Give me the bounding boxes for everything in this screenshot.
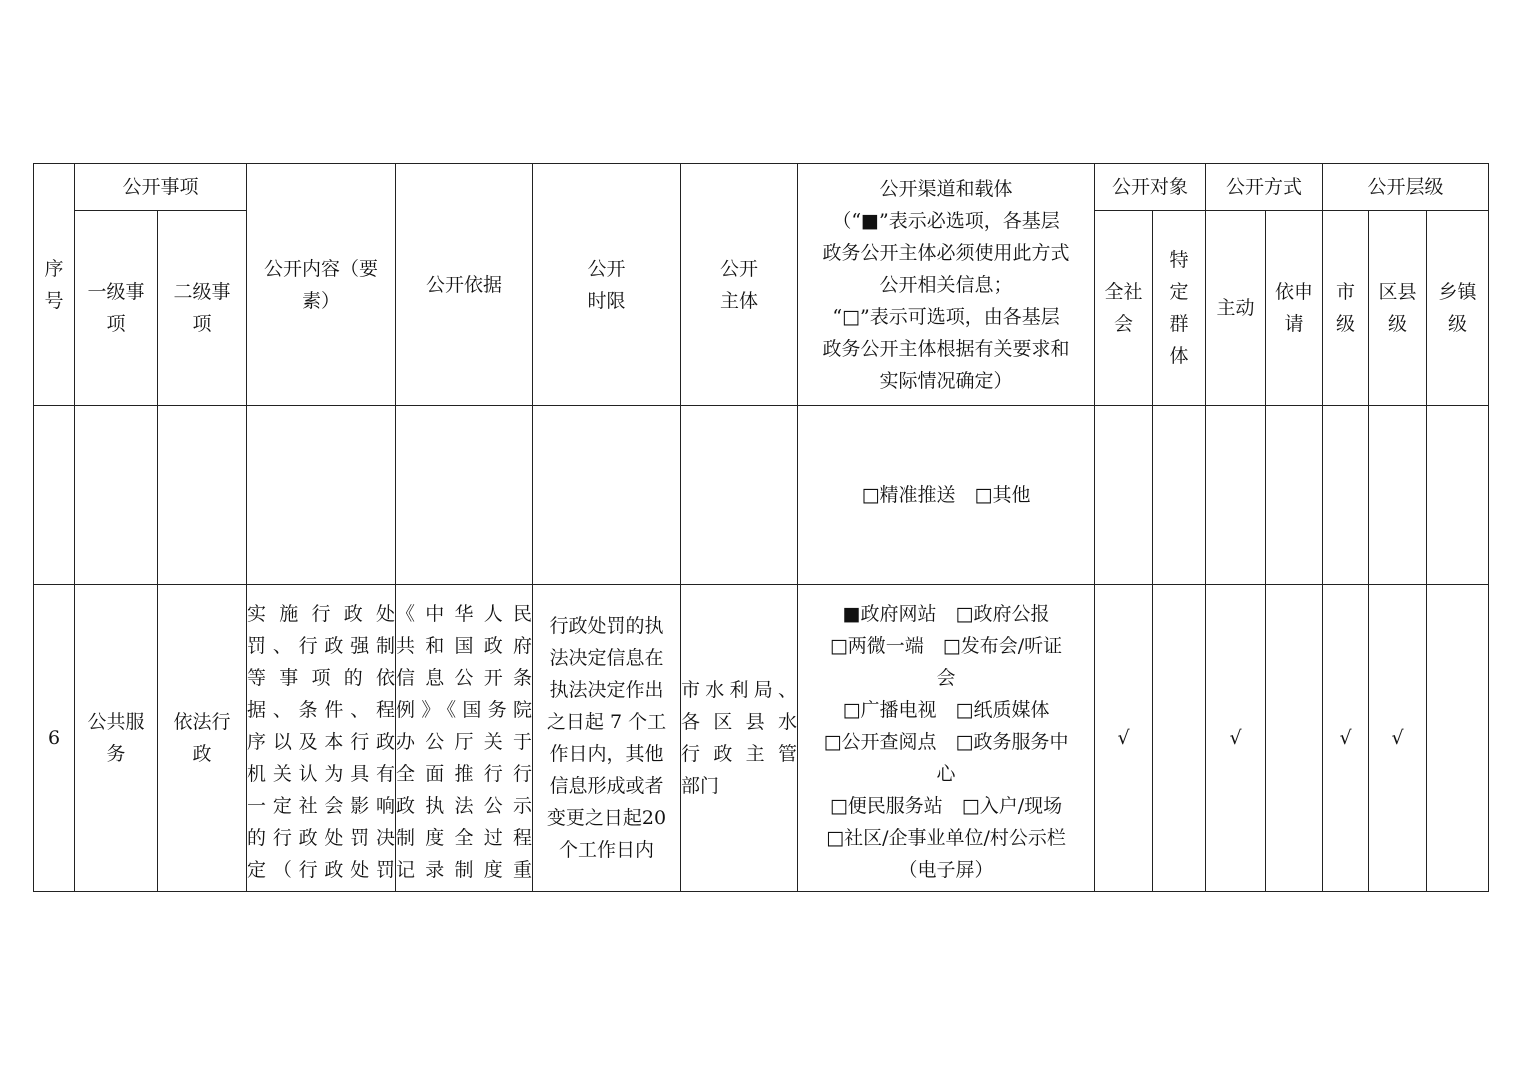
channel-line: □广播电视 □纸质媒体 bbox=[842, 699, 1050, 721]
cell-empty bbox=[396, 406, 533, 585]
cell-basis bbox=[396, 585, 533, 892]
header-time-line: 公开 bbox=[587, 257, 626, 280]
header-object-group: 公开对象 bbox=[1095, 164, 1206, 211]
content-line: 据、条件、程 bbox=[247, 699, 396, 721]
header-level2-line: 二级事 bbox=[173, 281, 231, 303]
content-line: 机关认为具有 bbox=[247, 763, 396, 785]
channel-line: （电子屏） bbox=[898, 859, 994, 881]
content-line: 定（行政处罚 bbox=[247, 859, 396, 881]
time-line: 作日内，其他 bbox=[549, 743, 664, 765]
cell-empty bbox=[247, 406, 396, 585]
basis-line: 制度全过程 bbox=[396, 827, 533, 849]
header-method-group: 公开方式 bbox=[1206, 164, 1323, 211]
header-object-specific-line: 群 bbox=[1169, 313, 1189, 335]
cell-empty bbox=[75, 406, 158, 585]
cell-empty bbox=[1095, 406, 1153, 585]
table-row bbox=[34, 406, 1489, 585]
header-content-line: 公开内容（要 bbox=[264, 257, 379, 280]
channel-line: □便民服务站 □入户/现场 bbox=[829, 795, 1063, 817]
basis-line: 政执法公示 bbox=[396, 795, 533, 817]
header-object-all bbox=[1095, 211, 1153, 406]
header-content-line: 素） bbox=[302, 289, 341, 312]
content-line: 等事项的依 bbox=[247, 667, 396, 689]
cell-channels bbox=[798, 585, 1095, 892]
basis-line: 记录制度重 bbox=[396, 859, 533, 881]
header-level-county bbox=[1369, 211, 1427, 406]
channel-line: 心 bbox=[936, 763, 956, 785]
header-level-city-line: 市 bbox=[1336, 281, 1356, 303]
time-line: 变更之日起20 bbox=[546, 807, 667, 829]
cell-empty bbox=[533, 406, 681, 585]
channel-line: □公开查阅点 □政务服务中 bbox=[823, 731, 1069, 753]
header-time-limit bbox=[533, 164, 681, 406]
header-seq-line: 号 bbox=[44, 289, 64, 312]
header-time-line: 时限 bbox=[587, 289, 626, 312]
check-object-specific bbox=[1153, 585, 1206, 892]
header-channel-line: 实际情况确定） bbox=[879, 369, 1013, 392]
cell-content bbox=[247, 585, 396, 892]
header-level-group: 公开层级 bbox=[1323, 164, 1489, 211]
header-object-specific-line: 定 bbox=[1169, 281, 1189, 303]
time-line: 行政处罚的执 bbox=[549, 615, 664, 637]
check-object-all: √ bbox=[1095, 585, 1153, 892]
disclosure-table bbox=[33, 163, 1489, 892]
cell-level1-line: 务 bbox=[106, 743, 126, 765]
header-level-county-line: 级 bbox=[1388, 313, 1408, 335]
cell-level2-line: 依法行 bbox=[173, 711, 231, 733]
header-channel-line: （“■”表示必选项，各基层 bbox=[832, 209, 1060, 232]
cell-level2-line: 政 bbox=[192, 743, 212, 765]
header-object-all-line: 全社 bbox=[1104, 281, 1143, 303]
subject-line: 行政主管 bbox=[681, 743, 798, 765]
header-seq-line: 序 bbox=[44, 257, 64, 280]
subject-line: 部门 bbox=[681, 775, 720, 797]
header-method-request-line: 依申 bbox=[1275, 281, 1314, 303]
check-level-town bbox=[1427, 585, 1489, 892]
header-object-specific-line: 体 bbox=[1169, 345, 1189, 367]
channel-line: 会 bbox=[936, 667, 956, 689]
time-line: 之日起 7 个工 bbox=[546, 711, 667, 733]
cell-level1-line: 公共服 bbox=[87, 711, 145, 733]
header-seq bbox=[34, 164, 75, 406]
header-level1-line: 一级事 bbox=[87, 281, 145, 303]
header-level2-line: 项 bbox=[192, 313, 212, 335]
cell-empty bbox=[1206, 406, 1266, 585]
header-level-city bbox=[1323, 211, 1369, 406]
content-line: 实施行政处 bbox=[247, 603, 396, 625]
cell-level2 bbox=[158, 585, 247, 892]
time-line: 信息形成或者 bbox=[549, 775, 664, 797]
channel-line: □两微一端 □发布会/听证 bbox=[829, 635, 1063, 657]
cell-empty bbox=[1153, 406, 1206, 585]
basis-line: 信息公开条 bbox=[396, 667, 533, 689]
header-channel-line: “□”表示可选项，由各基层 bbox=[832, 305, 1060, 328]
header-channel-line: 政务公开主体根据有关要求和 bbox=[822, 337, 1070, 360]
header-channel bbox=[798, 164, 1095, 406]
time-line: 个工作日内 bbox=[559, 839, 655, 861]
header-subject-line: 公开 bbox=[720, 257, 759, 280]
cell-empty bbox=[1323, 406, 1369, 585]
header-level-town-line: 乡镇 bbox=[1438, 281, 1477, 303]
header-basis: 公开依据 bbox=[396, 164, 533, 406]
channel-line: □社区/企事业单位/村公示栏 bbox=[826, 827, 1066, 849]
time-line: 法决定信息在 bbox=[549, 647, 664, 669]
header-level-town bbox=[1427, 211, 1489, 406]
channel-line: ■政府网站 □政府公报 bbox=[842, 603, 1050, 625]
header-level2 bbox=[158, 211, 247, 406]
cell-subject bbox=[681, 585, 798, 892]
basis-line: 全面推行行 bbox=[396, 763, 533, 785]
cell-empty bbox=[1266, 406, 1323, 585]
time-line: 执法决定作出 bbox=[549, 679, 664, 701]
check-method-request bbox=[1266, 585, 1323, 892]
cell-empty bbox=[1369, 406, 1427, 585]
content-line: 罚、行政强制 bbox=[247, 635, 396, 657]
header-matter-group: 公开事项 bbox=[75, 164, 247, 211]
content-line: 一定社会影响 bbox=[247, 795, 396, 817]
cell-seq: 6 bbox=[34, 585, 75, 892]
header-channel-line: 政务公开主体必须使用此方式 bbox=[822, 241, 1070, 264]
check-level-county: √ bbox=[1369, 585, 1427, 892]
header-object-all-line: 会 bbox=[1114, 313, 1134, 335]
header-content bbox=[247, 164, 396, 406]
basis-line: 办公厅关于 bbox=[396, 731, 533, 753]
table-row bbox=[34, 585, 1489, 892]
header-object-specific-line: 特 bbox=[1169, 249, 1189, 271]
check-level-city: √ bbox=[1323, 585, 1369, 892]
content-line: 的行政处罚决 bbox=[247, 827, 396, 849]
header-subject bbox=[681, 164, 798, 406]
header-object-specific bbox=[1153, 211, 1206, 406]
header-row-1 bbox=[34, 164, 1489, 211]
basis-line: 例》《国务院 bbox=[396, 699, 533, 721]
basis-line: 《中华人民 bbox=[396, 603, 533, 625]
header-channel-line: 公开相关信息； bbox=[879, 273, 1013, 296]
channel-options-line: □精准推送 □其他 bbox=[861, 484, 1031, 506]
header-level-city-line: 级 bbox=[1336, 313, 1356, 335]
header-method-request-line: 请 bbox=[1284, 313, 1304, 335]
header-level1 bbox=[75, 211, 158, 406]
cell-channels-continued bbox=[798, 406, 1095, 585]
header-channel-line: 公开渠道和载体 bbox=[879, 177, 1013, 200]
cell-empty bbox=[1427, 406, 1489, 585]
header-method-active: 主动 bbox=[1206, 211, 1266, 406]
cell-empty bbox=[34, 406, 75, 585]
check-method-active: √ bbox=[1206, 585, 1266, 892]
cell-empty bbox=[158, 406, 247, 585]
header-method-request bbox=[1266, 211, 1323, 406]
header-level-county-line: 区县 bbox=[1378, 281, 1417, 303]
cell-time-limit bbox=[533, 585, 681, 892]
cell-level1 bbox=[75, 585, 158, 892]
basis-line: 共和国政府 bbox=[396, 635, 533, 657]
header-subject-line: 主体 bbox=[720, 289, 759, 312]
cell-empty bbox=[681, 406, 798, 585]
header-level1-line: 项 bbox=[106, 313, 126, 335]
subject-line: 各区县水 bbox=[681, 711, 798, 733]
subject-line: 市水利局、 bbox=[681, 679, 798, 701]
header-level-town-line: 级 bbox=[1448, 313, 1468, 335]
content-line: 序以及本行政 bbox=[247, 731, 396, 753]
